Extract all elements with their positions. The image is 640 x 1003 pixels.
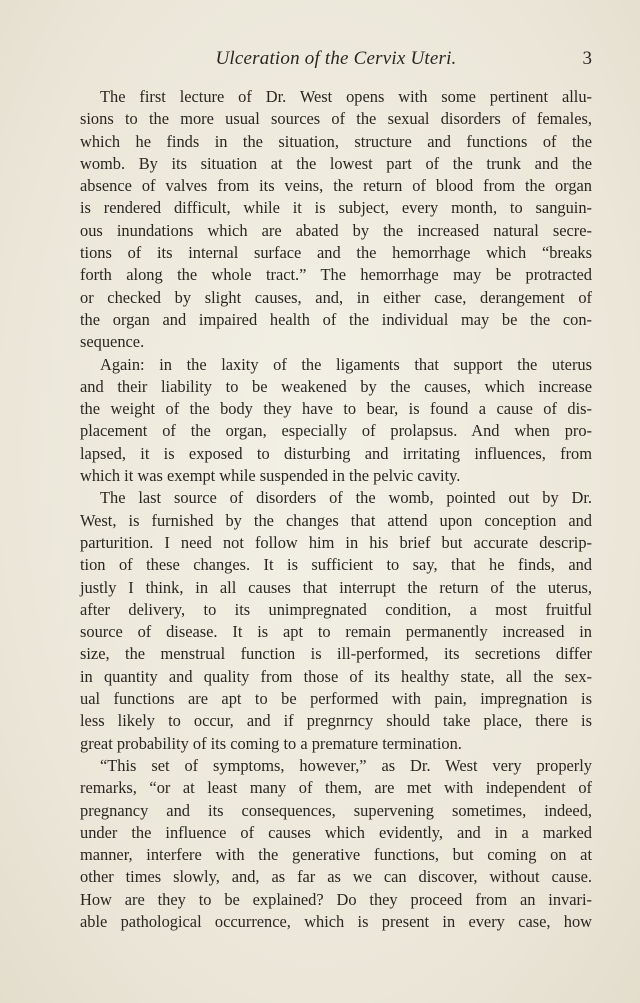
text-line: the organ and impaired health of the individual may be the con-	[80, 309, 592, 329]
text-line: placement of the organ, especially of prolapsus. And when pro-	[80, 421, 592, 441]
page-number: 3	[582, 48, 592, 69]
text-line: ous inundations which are abated by the increased natural secre-	[80, 220, 592, 240]
running-title: Ulceration of the Cervix Uteri.	[215, 48, 457, 69]
text-line: size, the menstrual function is ill-performed, its secretions differ	[80, 644, 592, 664]
text-line: great probability of its coming to a premature termination.	[80, 733, 462, 753]
text-line: tion of these changes. It is sufficient to say, that he finds, and	[80, 555, 592, 575]
text-line: ual functions are apt to be performed with pain, impregnation is	[80, 689, 592, 709]
text-line: How are they to be explained? Do they proceed from an invari-	[80, 889, 592, 909]
text-line: in quantity and quality from those of its healthy state, all the sex-	[80, 666, 592, 686]
text-line: is rendered difficult, while it is subject, every month, to sanguin-	[80, 198, 592, 218]
text-line: other times slowly, and, as far as we can discover, without cause.	[80, 867, 592, 887]
text-line: pregnancy and its consequences, supervening sometimes, indeed,	[80, 800, 592, 820]
text-line: The last source of disorders of the womb, pointed out by Dr.	[100, 488, 592, 508]
body-text	[80, 86, 592, 933]
running-header	[80, 48, 592, 76]
text-line: sequence.	[80, 332, 145, 352]
text-line: the weight of the body they have to bear, is found a cause of dis-	[80, 399, 592, 419]
text-line: source of disease. It is apt to remain permanently increased in	[80, 622, 592, 642]
text-line: absence of valves from its veins, the return of blood from the organ	[80, 176, 592, 196]
text-line: tions of its internal surface and the hemorrhage which “breaks	[80, 243, 592, 263]
text-line: able pathological occurrence, which is present in every case, how	[80, 911, 592, 931]
text-line: West, is furnished by the changes that attend upon conception and	[80, 510, 592, 530]
text-line: under the influence of causes which evidently, and in a marked	[80, 822, 592, 842]
text-line: sions to the more usual sources of the sexual disorders of females,	[80, 109, 592, 129]
text-line: Again: in the laxity of the ligaments that support the uterus	[100, 354, 592, 374]
text-line: remarks, “or at least many of them, are met with independent of	[80, 778, 592, 798]
text-line: parturition. I need not follow him in his brief but accurate descrip-	[80, 532, 592, 552]
text-line: lapsed, it is exposed to disturbing and irritating influences, from	[80, 443, 592, 463]
text-line: and their liability to be weakened by the causes, which increase	[80, 376, 592, 396]
text-line: womb. By its situation at the lowest part of the trunk and the	[80, 153, 592, 173]
text-line: or checked by slight causes, and, in either case, derangement of	[80, 287, 592, 307]
text-line: which it was exempt while suspended in the pelvic cavity.	[80, 466, 461, 486]
text-line: The first lecture of Dr. West opens with some pertinent allu-	[100, 87, 592, 106]
text-line: which he finds in the situation, structure and functions of the	[80, 131, 592, 151]
text-line: after delivery, to its unimpregnated condition, a most fruitful	[80, 599, 592, 619]
text-line: justly I think, in all causes that interrupt the return of the uterus,	[80, 577, 592, 597]
text-line: “This set of symptoms, however,” as Dr. West very properly	[100, 755, 592, 775]
text-line: forth along the whole tract.” The hemorrhage may be protracted	[80, 265, 592, 285]
text-line: manner, interfere with the generative functions, but coming on at	[80, 845, 592, 865]
text-line: less likely to occur, and if pregnrncy should take place, there is	[80, 711, 592, 731]
